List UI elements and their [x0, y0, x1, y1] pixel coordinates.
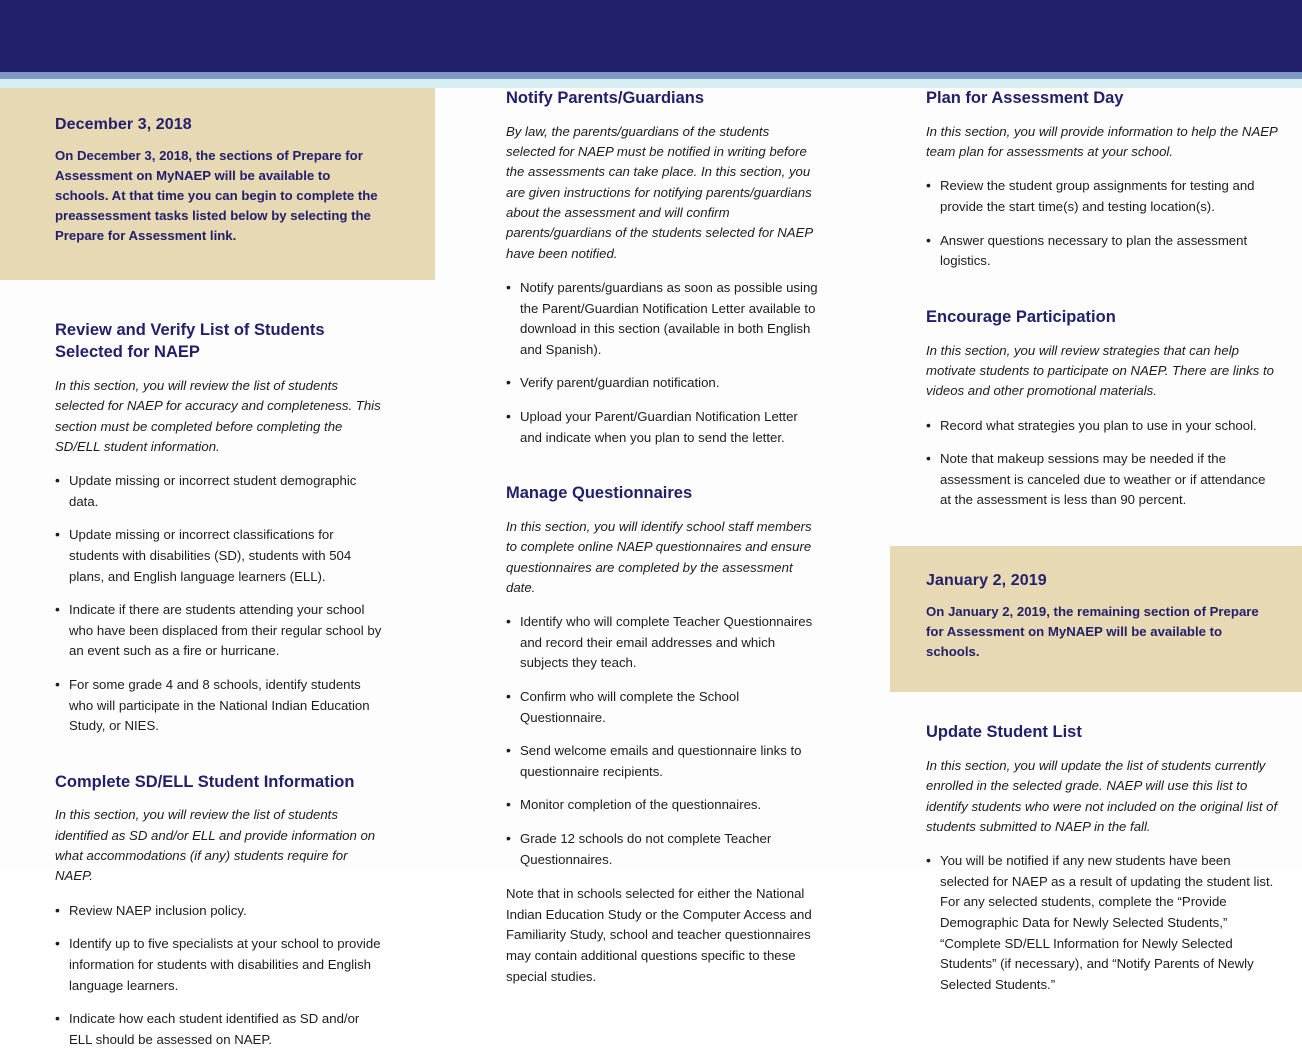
january-callout — [890, 546, 1302, 692]
list-item: • Send welcome emails and questionnaire links to questionnaire recipients. — [506, 741, 818, 782]
section-bullet-list — [926, 176, 1280, 271]
section-note: Note that in schools selected for either the National Indian Education Study or the Computer Access and Familiarity Study, school and teacher questionnaires may contain additional questions specific to these special studies. — [506, 886, 812, 984]
section-review-verify-students — [0, 320, 435, 736]
list-item: • Indicate if there are students attending your school who have been displaced from their regular school by an event such as a fire or hurricane. — [55, 600, 385, 662]
list-item: • Update missing or incorrect classifications for students with disabilities (SD), students with 504 plans, and English language learners (ELL). — [55, 525, 385, 587]
section-bullet-list — [926, 416, 1280, 511]
section-encourage-participation — [890, 307, 1302, 511]
list-item: • Record what strategies you plan to use in your school. — [926, 416, 1280, 437]
list-item: • Identify who will complete Teacher Questionnaires and record their email addresses and which subjects they teach. — [506, 612, 818, 674]
list-item: • Identify up to five specialists at your school to provide information for students with disabilities and English language learners. — [55, 934, 385, 996]
list-item: • Note that makeup sessions may be needed if the assessment is canceled due to weather or if attendance at the assessment is less than 90 percent. — [926, 449, 1280, 511]
section-title: Review and Verify List of Students Selected for NAEP — [55, 321, 325, 362]
list-item: • Indicate how each student identified as SD and/or ELL should be assessed on NAEP. — [55, 1009, 385, 1050]
list-item: • You will be notified if any new students have been selected for NAEP as a result of updating the student list. For any selected students, complete the “Provide Demographic Data for Newly Selected Students,” “Complete SD/ELL Information for Newly Selected Students” (if necessary), and “Notify Parents of Newly Selected Students.” — [926, 851, 1280, 995]
section-intro: In this section, you will update the list of students currently enrolled in the selected grade. NAEP will use this list to identify students who were not included on the original list of students submitted to NAEP in the fall. — [926, 757, 1278, 834]
section-bullet-list — [506, 278, 818, 448]
spacer — [890, 285, 1302, 307]
january-callout-date: January 2, 2019 — [926, 571, 1047, 589]
section-intro: In this section, you will review the list of students selected for NAEP for accuracy and completeness. This section must be completed before completing the SD/ELL student information. — [55, 377, 381, 454]
list-item: • Notify parents/guardians as soon as possible using the Parent/Guardian Notification Letter available to download in this section (available in both English and Spanish). — [506, 278, 818, 360]
column-three — [890, 88, 1302, 992]
banner-accent-strip — [0, 79, 1302, 88]
list-item: • Monitor completion of the questionnaires. — [506, 795, 818, 816]
spacer — [0, 750, 435, 772]
december-callout-date: December 3, 2018 — [55, 116, 192, 133]
list-item: • Update missing or incorrect student demographic data. — [55, 471, 385, 512]
section-bullet-list — [926, 851, 1280, 995]
spacer — [0, 280, 435, 320]
section-title: Notify Parents/Guardians — [506, 89, 705, 107]
section-bullet-list — [506, 612, 818, 870]
column-one — [0, 88, 435, 1047]
january-callout-body: On January 2, 2019, the remaining section of Prepare for Assessment on MyNAEP will be available to schools. — [926, 603, 1259, 660]
list-item: • Review the student group assignments for testing and provide the start time(s) and testing location(s). — [926, 176, 1280, 217]
list-item: • Confirm who will complete the School Questionnaire. — [506, 687, 818, 728]
section-intro: In this section, you will identify school staff members to complete online NAEP questionnaires and ensure questionnaires are completed by the assessment date. — [506, 518, 812, 595]
december-callout — [0, 88, 435, 280]
list-item: • Answer questions necessary to plan the assessment logistics. — [926, 231, 1280, 272]
spacer — [470, 461, 840, 483]
section-title: Complete SD/ELL Student Information — [55, 772, 355, 791]
spacer — [890, 692, 1302, 722]
section-title: Manage Questionnaires — [506, 484, 693, 503]
column-two — [470, 88, 840, 984]
section-intro: By law, the parents/guardians of the students selected for NAEP must be notified in writing before the assessments can take place. In this section, you are given instructions for notifying parents/guardians about the assessment and will confirm parents/guardians of the students selected for NAEP have been notified. — [506, 123, 813, 261]
section-manage-questionnaires — [470, 483, 840, 987]
december-callout-body: On December 3, 2018, the sections of Prepare for Assessment on MyNAEP will be available to schools. At that time you can begin to complete the preassessment tasks listed below by selecting the Prepare for Assessment link. — [55, 148, 378, 244]
list-item: • Upload your Parent/Guardian Notification Letter and indicate when you plan to send the letter. — [506, 407, 818, 448]
section-update-student-list — [890, 722, 1302, 995]
section-title: Plan for Assessment Day — [926, 89, 1124, 107]
list-item: • Review NAEP inclusion policy. — [55, 901, 385, 922]
section-bullet-list — [55, 901, 385, 1050]
section-title: Encourage Participation — [926, 307, 1116, 326]
list-item: • For some grade 4 and 8 schools, identify students who will participate in the National Indian Education Study, or NIES. — [55, 675, 385, 737]
section-complete-sd-ell — [0, 772, 435, 1050]
document-content — [0, 88, 1302, 1047]
top-banner — [0, 0, 1302, 72]
section-notify-parents-guardians — [470, 88, 840, 448]
section-plan-assessment-day — [890, 88, 1302, 272]
spacer — [890, 524, 1302, 546]
section-title: Update Student List — [926, 723, 1082, 742]
section-bullet-list — [55, 471, 385, 737]
list-item: • Verify parent/guardian notification. — [506, 373, 818, 394]
section-intro: In this section, you will review strategies that can help motivate students to participate on NAEP. There are links to videos and other promotional materials. — [926, 342, 1274, 399]
banner-rule — [0, 72, 1302, 79]
section-intro: In this section, you will provide information to help the NAEP team plan for assessments at your school. — [926, 123, 1278, 160]
section-intro: In this section, you will review the list of students identified as SD and/or ELL and provide information on what accommodations (if any) students require for NAEP. — [55, 807, 376, 884]
list-item: • Grade 12 schools do not complete Teacher Questionnaires. — [506, 829, 818, 870]
